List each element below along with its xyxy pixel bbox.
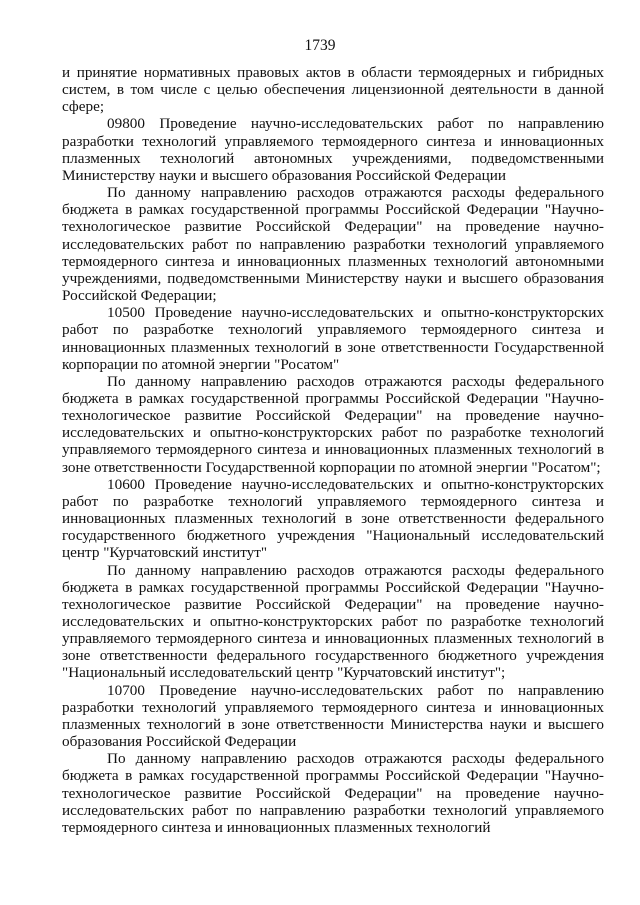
document-body <box>62 64 604 836</box>
paragraph-09800-description: По данному направлению расходов отражаются расходы федерального бюджета в рамках государственной программы Российской Федерации "Научно-технологическое развитие Российской Федерации" на проведение научно-исследовательских работ по направлению разработки технологий управляемого термоядерного синтеза и инновационных плазменных технологий автономными учреждениями, подведомственными Министерству науки и высшего образования Российской Федерации; <box>62 184 604 305</box>
paragraph-10700-description: По данному направлению расходов отражаются расходы федерального бюджета в рамках государственной программы Российской Федерации "Научно-технологическое развитие Российской Федерации" на проведение научно-исследовательских работ по направлению разработки технологий управляемого термоядерного синтеза и инновационных плазменных технологий <box>62 750 604 836</box>
paragraph-10600-description: По данному направлению расходов отражаются расходы федерального бюджета в рамках государственной программы Российской Федерации "Научно-технологическое развитие Российской Федерации" на проведение научно-исследовательских и опытно-конструкторских работ по разработке технологий управляемого термоядерного синтеза и инновационных плазменных технологий в зоне ответственности федерального государственного бюджетного учреждения "Национальный исследовательский центр "Курчатовский институт"; <box>62 561 604 682</box>
paragraph-10700-heading: 10700 Проведение научно-исследовательских работ по направлению разработки технологий управляемого термоядерного синтеза и инновационных плазменных технологий в зоне ответственности Министерства науки и высшего образования Российской Федерации <box>62 681 604 751</box>
page-number: 1739 <box>304 37 336 54</box>
paragraph-continuation: и принятие нормативных правовых актов в области термоядерных и гибридных систем, в том числе с целью обеспечения лицензионной деятельности в данной сфере; <box>62 64 604 116</box>
paragraph-10500-heading: 10500 Проведение научно-исследовательских и опытно-конструкторских работ по разработке технологий управляемого термоядерного синтеза и инновационных плазменных технологий в зоне ответственности Государственной корпорации по атомной энергии "Росатом" <box>62 304 604 373</box>
paragraph-10500-description: По данному направлению расходов отражаются расходы федерального бюджета в рамках государственной программы Российской Федерации "Научно-технологическое развитие Российской Федерации" на проведение научно-исследовательских и опытно-конструкторских работ по разработке технологий управляемого термоядерного синтеза и инновационных плазменных технологий в зоне ответственности Государственной корпорации по атомной энергии "Росатом"; <box>62 372 604 476</box>
paragraph-10600-heading: 10600 Проведение научно-исследовательских и опытно-конструкторских работ по разработке технологий управляемого термоядерного синтеза и инновационных плазменных технологий в зоне ответственности федерального государственного бюджетного учреждения "Национальный исследовательский центр "Курчатовский институт" <box>62 475 604 562</box>
paragraph-09800-heading: 09800 Проведение научно-исследовательских работ по направлению разработки технологий управляемого термоядерного синтеза и инновационных плазменных технологий автономных учреждениями, подведомственными Министерству науки и высшего образования Российской Федерации <box>62 115 604 184</box>
